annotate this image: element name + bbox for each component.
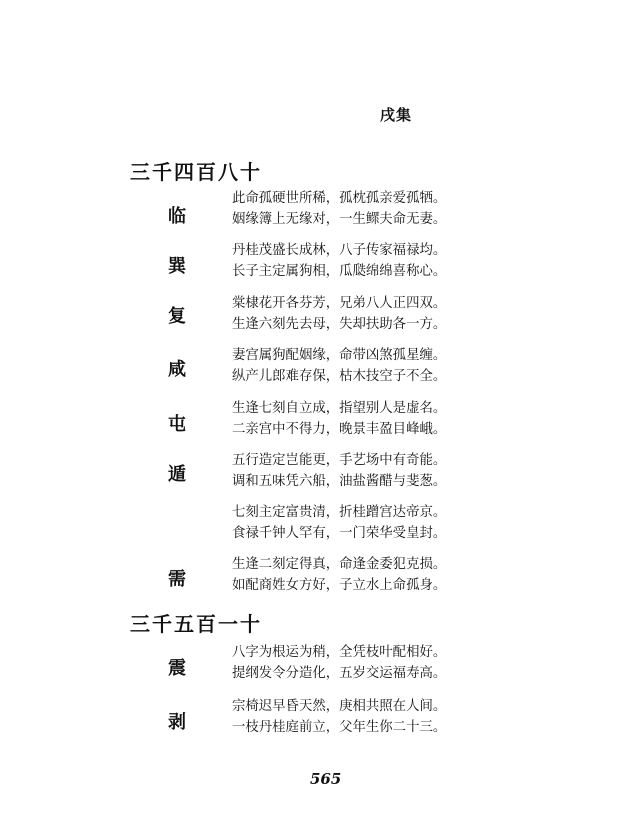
page-number: 565 — [310, 770, 342, 788]
verse-line: 长子主定属狗相，瓜瓞绵绵喜称心。 — [232, 264, 447, 279]
verse-line: 一枝丹桂庭前立，父年生你二十三。 — [232, 720, 447, 735]
verse-line: 纵产儿郎难存保，枯木技空子不全。 — [232, 369, 447, 384]
running-head: 戌集 — [380, 106, 413, 124]
verse-line: 此命孤硬世所稀，孤枕孤亲爱孤牺。 — [232, 191, 447, 206]
verse-line: 生逢七刻自立成，指望别人是虚名。 — [232, 401, 447, 416]
hexagram-glyph: 震 — [168, 658, 186, 679]
verse-line: 调和五味凭六船，油盐酱醋与斐葱。 — [232, 474, 447, 489]
verse-block — [232, 450, 462, 492]
verse-block — [232, 398, 462, 440]
verse-line: 妻宫属狗配姻缘，命带凶煞孤星缠。 — [232, 348, 447, 363]
verse-block — [232, 293, 462, 335]
verse-line: 姻缘簿上无缘对，一生鳏夫命无妻。 — [232, 212, 447, 227]
verse-line: 食禄千钟人罕有，一门荣华受皇封。 — [232, 526, 447, 541]
hexagram-glyph: 屯 — [168, 414, 186, 435]
verse-line: 宗椅迟早昏天然，庚相共照在人间。 — [232, 699, 447, 714]
hexagram-glyph: 临 — [168, 206, 186, 227]
hexagram-glyph: 巽 — [168, 256, 186, 277]
hexagram-glyph: 需 — [168, 569, 186, 590]
verse-line: 二亲宫中不得力，晚景丰盈目峰峨。 — [232, 422, 447, 437]
hexagram-glyph: 遁 — [168, 464, 186, 485]
verse-block — [232, 345, 462, 387]
verse-line: 五行造定岂能更，手艺场中有奇能。 — [232, 453, 447, 468]
verse-line: 丹桂茂盛长成林，八子传家福禄均。 — [232, 243, 447, 258]
verse-line: 如配商姓女方好，子立水上命孤身。 — [232, 578, 447, 593]
verse-block — [232, 188, 462, 230]
verse-block — [232, 502, 462, 544]
verse-block — [232, 240, 462, 282]
verse-line: 八字为根运为稍，全凭枝叶配相好。 — [232, 645, 447, 660]
verse-line: 提纲发令分造化，五岁交运福寿高。 — [232, 666, 447, 681]
verse-block — [232, 642, 462, 684]
verse-block — [232, 554, 462, 596]
section-title: 三千五百一十 — [130, 612, 262, 636]
verse-line: 七刻主定富贵清，折桂蹭宫达帝京。 — [232, 505, 447, 520]
section-title: 三千四百八十 — [130, 160, 262, 184]
hexagram-glyph: 剥 — [168, 712, 186, 733]
verse-line: 生逢六刻先去母，失却扶助各一方。 — [232, 317, 447, 332]
hexagram-glyph: 咸 — [168, 359, 186, 380]
hexagram-glyph: 复 — [168, 306, 186, 327]
verse-line: 棠棣花开各芬芳，兄弟八人正四双。 — [232, 296, 447, 311]
verse-block — [232, 696, 462, 738]
verse-line: 生逢二刻定得真，命逢金委犯克损。 — [232, 557, 447, 572]
